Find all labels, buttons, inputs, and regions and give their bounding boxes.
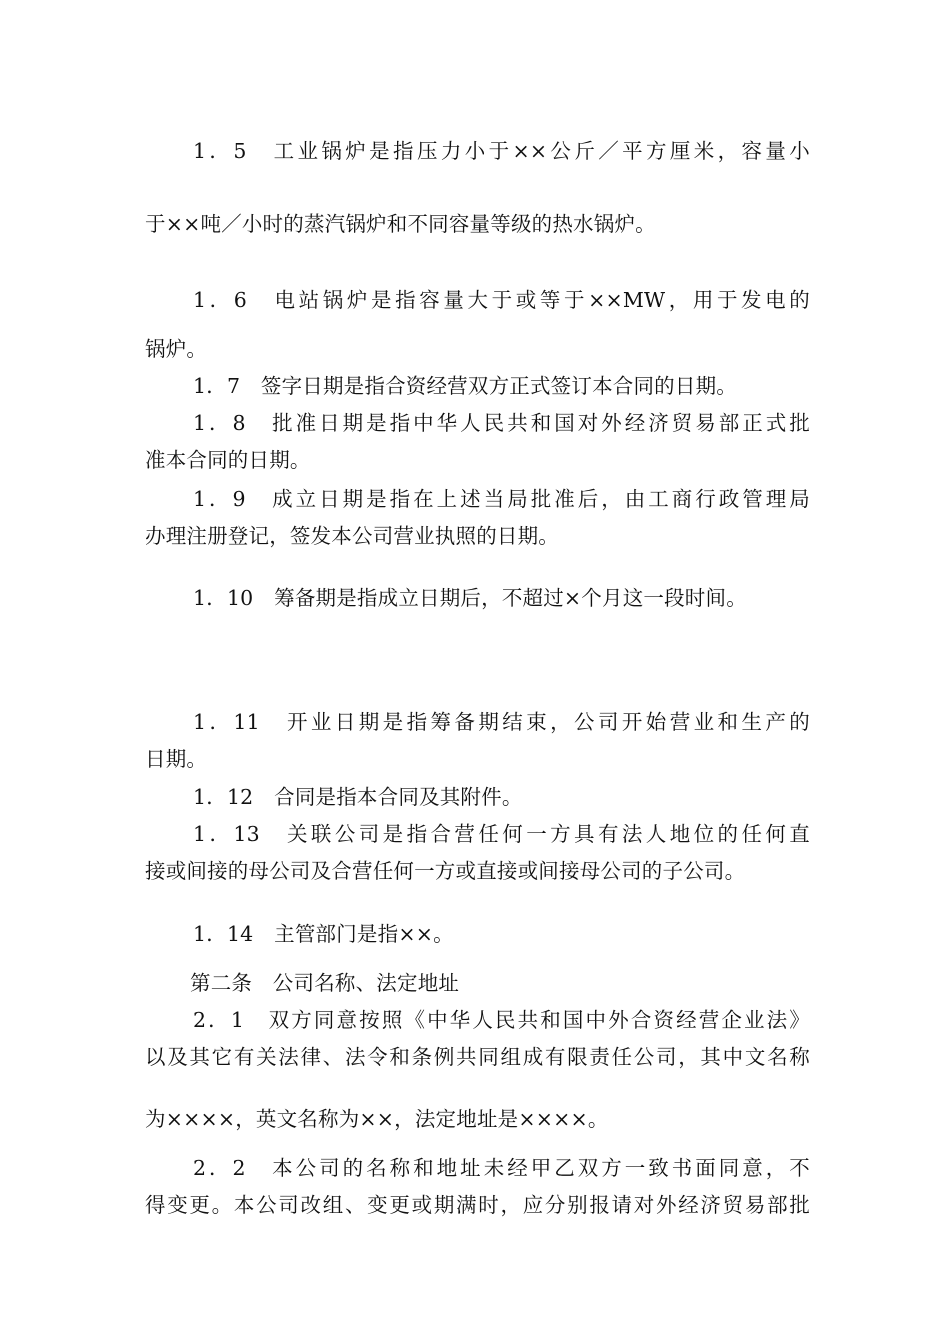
clause-1-11-line-2: 日期。 xyxy=(145,747,208,771)
clause-1-12-line-1: 1．12 合同是指本合同及其附件。 xyxy=(193,785,523,809)
clause-1-5-line-1: 1．5 工业锅炉是指压力小于××公斤／平方厘米，容量小 xyxy=(193,139,810,163)
clause-2-2-line-1: 2．2 本公司的名称和地址未经甲乙双方一致书面同意，不 xyxy=(193,1156,810,1180)
clause-1-13-line-1: 1．13 关联公司是指合营任何一方具有法人地位的任何直 xyxy=(193,822,810,846)
clause-2-2-line-2: 得变更。本公司改组、变更或期满时，应分别报请对外经济贸易部批 xyxy=(145,1193,810,1217)
clause-1-7-line-1: 1．7 签字日期是指合资经营双方正式签订本合同的日期。 xyxy=(193,374,737,398)
clause-1-8-line-1: 1．8 批准日期是指中华人民共和国对外经济贸易部正式批 xyxy=(193,411,810,435)
clause-1-10-line-1: 1．10 筹备期是指成立日期后，不超过×个月这一段时间。 xyxy=(193,586,747,610)
clause-1-13-line-2: 接或间接的母公司及合营任何一方或直接或间接母公司的子公司。 xyxy=(145,859,746,883)
clause-1-6-line-2: 锅炉。 xyxy=(145,337,208,361)
clause-1-11-line-1: 1．11 开业日期是指筹备期结束，公司开始营业和生产的 xyxy=(193,710,810,734)
clause-2-1-line-2: 以及其它有关法律、法令和条例共同组成有限责任公司，其中文名称 xyxy=(145,1045,810,1069)
clause-1-6-line-1: 1．6 电站锅炉是指容量大于或等于××MW，用于发电的 xyxy=(193,288,810,312)
article-2-heading: 第二条 公司名称、法定地址 xyxy=(190,971,460,995)
clause-2-1-line-1: 2．1 双方同意按照《中华人民共和国中外合资经营企业法》 xyxy=(193,1008,810,1032)
clause-1-9-line-2: 办理注册登记，签发本公司营业执照的日期。 xyxy=(145,524,559,548)
clause-1-14-line-1: 1．14 主管部门是指××。 xyxy=(193,922,454,946)
clause-1-9-line-1: 1．9 成立日期是指在上述当局批准后，由工商行政管理局 xyxy=(193,487,810,511)
clause-1-5-line-2: 于××吨／小时的蒸汽锅炉和不同容量等级的热水锅炉。 xyxy=(145,212,656,236)
clause-1-8-line-2: 准本合同的日期。 xyxy=(145,448,311,472)
clause-2-1-line-3: 为××××，英文名称为××，法定地址是××××。 xyxy=(145,1107,609,1131)
